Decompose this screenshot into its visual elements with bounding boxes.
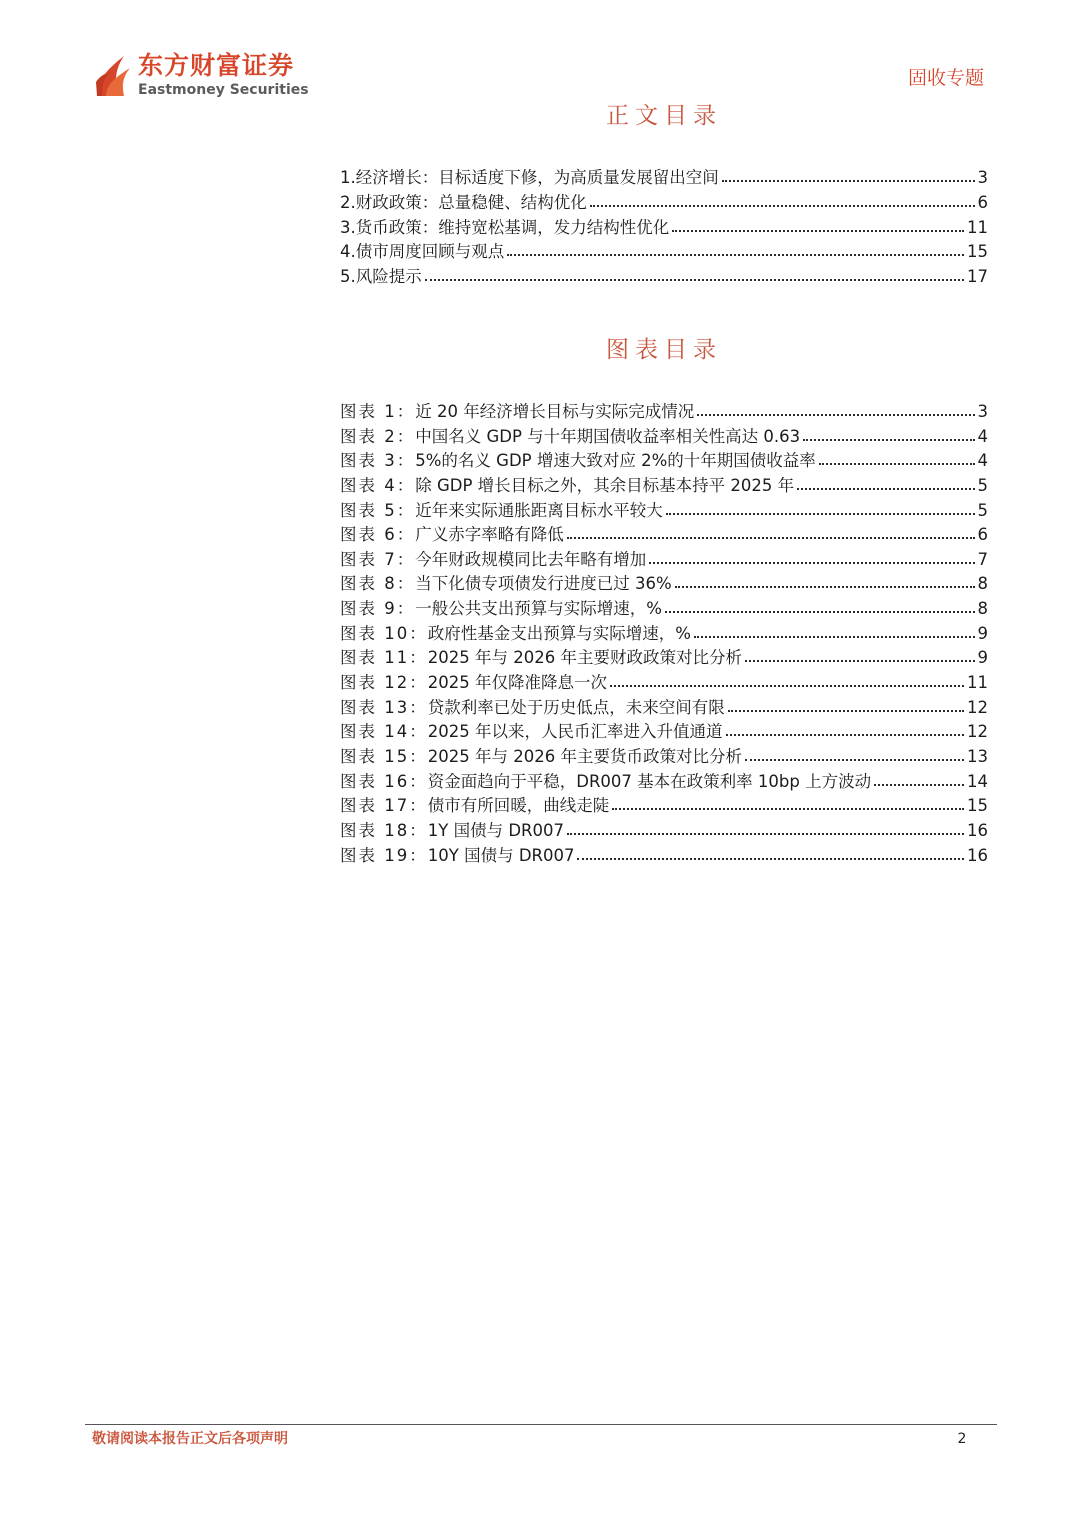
toc-entry[interactable] — [340, 166, 988, 191]
toc-entry-number: 图表 19： — [340, 845, 428, 865]
toc-figures-title: 图表目录 — [606, 337, 722, 363]
toc-entry-number: 图表 13： — [340, 697, 428, 717]
toc-entry-page: 3 — [977, 402, 988, 421]
toc-entry-label: 2025 年以来，人民币汇率进入升值通道 — [427, 722, 723, 742]
figure-entry[interactable] — [340, 720, 988, 745]
toc-entry[interactable] — [340, 240, 988, 265]
toc-entry-page: 11 — [967, 673, 988, 693]
toc-entry-number: 1. — [340, 168, 356, 187]
dot-leader — [728, 696, 964, 713]
toc-entry-number: 3. — [340, 217, 356, 237]
toc-entry-label: 一般公共支出预算与实际增速，% — [415, 599, 662, 619]
dot-leader — [425, 266, 964, 283]
toc-entry-number: 4. — [340, 242, 356, 262]
toc-entry-page: 8 — [977, 599, 988, 619]
brand-name-cn: 东方财富证券 — [138, 51, 295, 80]
toc-entry[interactable] — [340, 265, 988, 290]
toc-entry-page: 4 — [977, 426, 988, 446]
figure-entry[interactable] — [340, 770, 988, 795]
toc-entry-page: 5 — [977, 475, 988, 495]
toc-figures-list — [340, 400, 988, 868]
dot-leader — [675, 573, 975, 590]
dot-leader — [726, 721, 965, 738]
toc-entry-label: 广义赤字率略有降低 — [415, 525, 564, 545]
figure-entry[interactable] — [340, 499, 988, 524]
toc-entry-page: 12 — [967, 722, 988, 742]
toc-entry-page: 15 — [967, 242, 988, 262]
toc-entry-label: 风险提示 — [355, 267, 422, 286]
toc-entry-label: 5%的名义 GDP 增速大致对应 2%的十年期国债收益率 — [415, 451, 816, 471]
dot-leader — [745, 647, 975, 664]
toc-entry-number: 图表 9： — [340, 599, 416, 619]
figure-entry[interactable] — [340, 572, 988, 597]
footer-divider — [85, 1424, 997, 1425]
toc-entry-page: 11 — [967, 217, 988, 237]
toc-entry-page: 16 — [967, 820, 988, 840]
toc-entry-number: 2. — [340, 192, 356, 212]
toc-entry-page: 13 — [967, 746, 988, 766]
toc-entry-number: 图表 18： — [340, 820, 428, 840]
dot-leader — [567, 524, 975, 541]
dot-leader — [697, 401, 974, 418]
toc-entry-number: 图表 14： — [340, 722, 428, 742]
toc-entry-label: 10Y 国债与 DR007 — [427, 845, 575, 865]
report-type-label: 固收专题 — [907, 67, 984, 89]
dot-leader — [610, 672, 964, 689]
toc-entry-page: 14 — [967, 771, 988, 791]
toc-entry-page: 15 — [967, 796, 988, 816]
toc-entry-label: 资金面趋向于平稳，DR007 基本在政策利率 10bp 上方波动 — [427, 771, 872, 791]
dot-leader — [507, 241, 964, 258]
figure-entry[interactable] — [340, 819, 988, 844]
figure-entry[interactable] — [340, 548, 988, 573]
dot-leader — [567, 819, 964, 836]
figure-entry[interactable] — [340, 844, 988, 869]
figure-entry[interactable] — [340, 745, 988, 770]
figure-entry[interactable] — [340, 622, 988, 647]
toc-entry-number: 图表 15： — [340, 746, 428, 766]
toc-entry-number: 图表 16： — [340, 771, 428, 791]
figure-entry[interactable] — [340, 449, 988, 474]
toc-entry-label: 今年财政规模同比去年略有增加 — [415, 549, 647, 569]
dot-leader — [803, 425, 974, 442]
dot-leader — [649, 548, 974, 565]
figure-entry[interactable] — [340, 400, 988, 425]
toc-entry-number: 图表 1： — [340, 402, 416, 421]
toc-entry-page: 8 — [977, 574, 988, 594]
dot-leader — [577, 844, 964, 861]
toc-entry[interactable] — [340, 216, 988, 241]
toc-entry-number: 图表 5： — [340, 500, 416, 520]
toc-entry-label: 债市有所回暖，曲线走陡 — [427, 796, 610, 816]
toc-entry-number: 图表 17： — [340, 796, 428, 816]
toc-entry-page: 12 — [967, 697, 988, 717]
toc-entry-label: 2025 年与 2026 年主要财政政策对比分析 — [427, 648, 742, 668]
toc-entry-label: 中国名义 GDP 与十年期国债收益率相关性高达 0.63 — [415, 426, 801, 446]
dot-leader — [665, 598, 975, 615]
page-number: 2 — [957, 1431, 967, 1447]
toc-entry-label: 贷款利率已处于历史低点，未来空间有限 — [427, 697, 725, 717]
toc-entry-page: 3 — [977, 168, 988, 187]
toc-main-list — [340, 166, 988, 290]
toc-entry-number: 图表 4： — [340, 475, 416, 495]
figure-entry[interactable] — [340, 671, 988, 696]
toc-entry-number: 图表 6： — [340, 525, 416, 545]
toc-entry-page: 4 — [977, 451, 988, 471]
dot-leader — [722, 167, 975, 184]
toc-entry-label: 财政政策：总量稳健、结构优化 — [355, 192, 587, 212]
toc-entry-number: 图表 8： — [340, 574, 416, 594]
toc-entry-page: 17 — [967, 267, 988, 286]
toc-entry-label: 近 20 年经济增长目标与实际完成情况 — [415, 402, 695, 421]
figure-entry[interactable] — [340, 696, 988, 721]
toc-entry-label: 经济增长：目标适度下修，为高质量发展留出空间 — [355, 168, 719, 187]
dot-leader — [874, 770, 964, 787]
toc-entry-number: 图表 2： — [340, 426, 416, 446]
dot-leader — [612, 795, 964, 812]
toc-entry-page: 7 — [977, 549, 988, 569]
toc-entry-page: 6 — [977, 192, 988, 212]
toc-entry-number: 图表 11： — [340, 648, 428, 668]
toc-entry-page: 9 — [977, 623, 988, 643]
toc-entry-number: 图表 12： — [340, 673, 428, 693]
toc-entry-label: 2025 年仅降准降息一次 — [427, 673, 607, 693]
figure-entry[interactable] — [340, 523, 988, 548]
toc-entry-label: 政府性基金支出预算与实际增速，% — [427, 623, 691, 643]
toc-entry-number: 图表 7： — [340, 549, 416, 569]
toc-entry-number: 图表 3： — [340, 451, 416, 471]
dot-leader — [819, 450, 975, 467]
figure-entry[interactable] — [340, 597, 988, 622]
toc-entry[interactable] — [340, 191, 988, 216]
toc-entry-page: 9 — [977, 648, 988, 668]
brand-name-en: Eastmoney Securities — [138, 82, 309, 98]
dot-leader — [590, 191, 975, 208]
toc-entry-label: 当下化债专项债发行进度已过 36% — [415, 574, 672, 594]
figure-entry[interactable] — [340, 474, 988, 499]
dot-leader — [672, 216, 964, 233]
figure-entry[interactable] — [340, 646, 988, 671]
figure-entry[interactable] — [340, 794, 988, 819]
toc-entry-page: 16 — [967, 845, 988, 865]
toc-entry-number: 5. — [340, 267, 356, 286]
brand-logo — [94, 50, 334, 102]
toc-entry-label: 债市周度回顾与观点 — [355, 242, 505, 262]
toc-entry-label: 2025 年与 2026 年主要货币政策对比分析 — [427, 746, 742, 766]
figure-entry[interactable] — [340, 425, 988, 450]
dot-leader — [694, 622, 975, 639]
dot-leader — [745, 745, 964, 762]
toc-entry-number: 图表 10： — [340, 623, 428, 643]
toc-entry-label: 1Y 国债与 DR007 — [427, 820, 564, 840]
footer-disclaimer: 敬请阅读本报告正文后各项声明 — [92, 1431, 288, 1447]
dot-leader — [797, 474, 974, 491]
toc-entry-label: 近年来实际通胀距离目标水平较大 — [415, 500, 663, 520]
dot-leader — [666, 499, 975, 516]
toc-entry-page: 6 — [977, 525, 988, 545]
toc-entry-label: 货币政策：维持宽松基调，发力结构性优化 — [355, 217, 670, 237]
flame-logo-icon — [94, 52, 134, 98]
toc-entry-label: 除 GDP 增长目标之外，其余目标基本持平 2025 年 — [415, 475, 795, 495]
toc-main-title: 正文目录 — [606, 103, 722, 129]
toc-entry-page: 5 — [977, 500, 988, 520]
